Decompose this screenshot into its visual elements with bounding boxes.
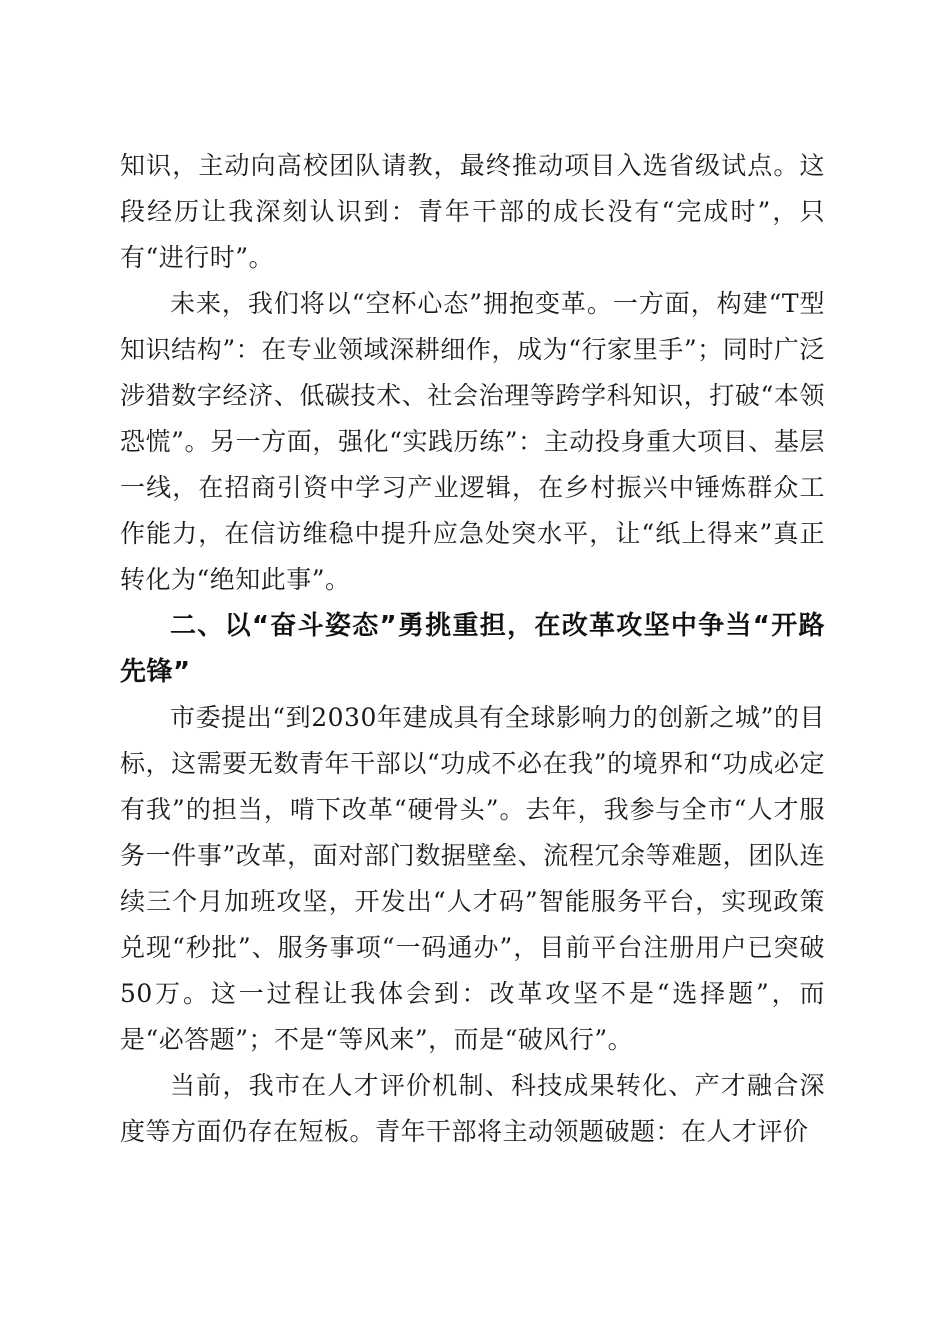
document-body <box>120 143 825 1155</box>
paragraph-reform: 市委提出“到2030年建成具有全球影响力的创新之城”的目标，这需要无数青年干部以“功成不必在我”的境界和“功成必定有我”的担当，啃下改革“硬骨头”。去年，我参与全市“人才服务一件事”改革，面对部门数据壁垒、流程冗余等难题，团队连续三个月加班攻坚，开发出“人才码”智能服务平台，实现政策兑现“秒批”、服务事项“一码通办”，目前平台注册用户已突破50万。这一过程让我体会到：改革攻坚不是“选择题”，而是“必答题”；不是“等风来”，而是“破风行”。 <box>120 703 825 1054</box>
section-heading-2: 二、以“奋斗姿态”勇挑重担，在改革攻坚中争当“开路先锋” <box>120 611 825 687</box>
paragraph-current: 当前，我市在人才评价机制、科技成果转化、产才融合深度等方面仍存在短板。青年干部将主动领题破题：在人才评价 <box>120 1071 825 1146</box>
paragraph-future-plan: 未来，我们将以“空杯心态”拥抱变革。一方面，构建“T型知识结构”：在专业领域深耕细作，成为“行家里手”；同时广泛涉猎数字经济、低碳技术、社会治理等跨学科知识，打破“本领恐慌”。另一方面，强化“实践历练”：主动投身重大项目、基层一线，在招商引资中学习产业逻辑，在乡村振兴中锤炼群众工作能力，在信访维稳中提升应急处突水平，让“纸上得来”真正转化为“绝知此事”。 <box>120 289 825 594</box>
paragraph-continued: 知识，主动向高校团队请教，最终推动项目入选省级试点。这段经历让我深刻认识到：青年干部的成长没有“完成时”，只有“进行时”。 <box>120 151 825 272</box>
